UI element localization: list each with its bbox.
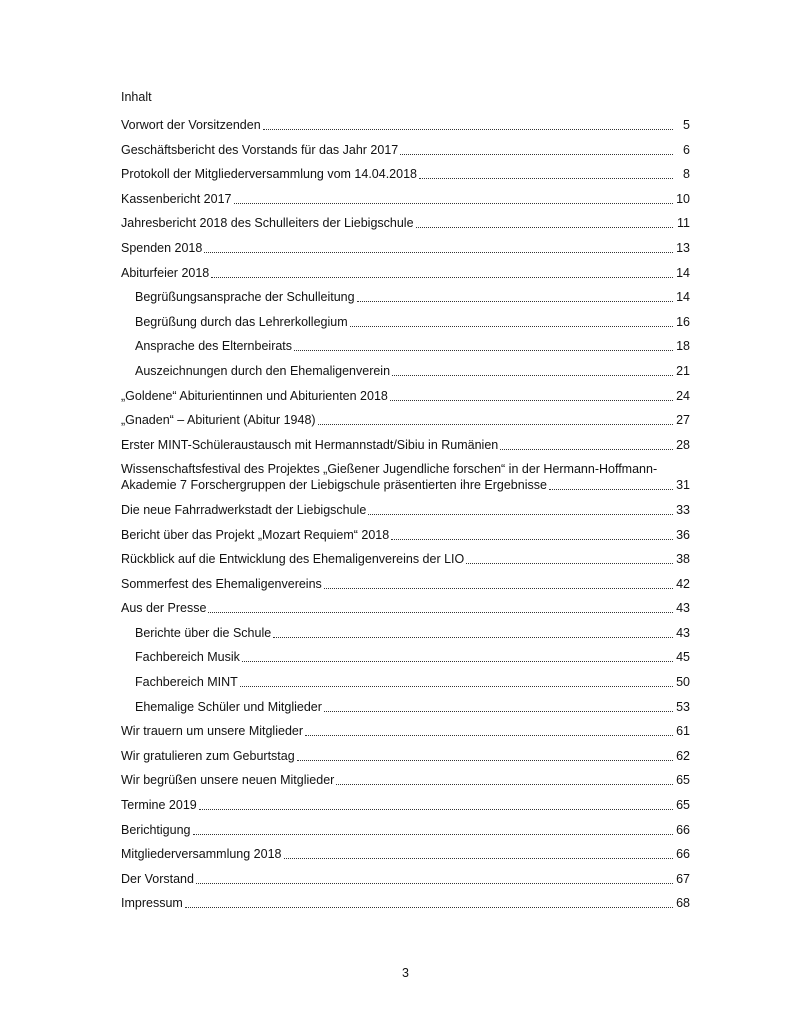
toc-entry[interactable] xyxy=(121,388,690,404)
toc-entry-label: Jahresbericht 2018 des Schulleiters der Liebigschule xyxy=(121,216,414,231)
toc-entry[interactable] xyxy=(121,748,690,764)
toc-entry-page: 11 xyxy=(677,216,690,231)
toc-subentry[interactable] xyxy=(121,289,690,305)
toc-entry[interactable] xyxy=(121,600,690,616)
leader-dots xyxy=(204,252,673,253)
toc-entry-label: Geschäftsbericht des Vorstands für das Jahr 2017 xyxy=(121,142,399,157)
toc-entry-label: Protokoll der Mitgliederversammlung vom 14.04.2018 xyxy=(121,167,417,182)
toc-entry-page: 65 xyxy=(676,798,690,813)
toc-subentry[interactable] xyxy=(121,699,690,715)
toc-entry-page: 13 xyxy=(676,240,690,255)
toc-entry-label: Erster MINT-Schüleraustausch mit Hermannstadt/Sibiu in Rumänien xyxy=(121,437,499,452)
leader-dots xyxy=(273,637,673,638)
toc-entry-page: 61 xyxy=(676,724,690,739)
leader-dots xyxy=(391,539,673,540)
toc-entry-label: Wir begrüßen unsere neuen Mitglieder xyxy=(121,773,335,788)
leader-dots xyxy=(392,375,673,376)
toc-entry[interactable] xyxy=(121,166,690,182)
toc-subentry[interactable] xyxy=(121,625,690,641)
leader-dots xyxy=(199,809,673,810)
toc-entry[interactable] xyxy=(121,142,690,158)
toc-entry-label: Abiturfeier 2018 xyxy=(121,265,210,280)
toc-entry-label: Wir trauern um unsere Mitglieder xyxy=(121,724,304,739)
toc-entry-page: 42 xyxy=(676,576,690,591)
toc-subentry[interactable] xyxy=(121,674,690,690)
toc-entry[interactable] xyxy=(121,772,690,788)
toc-entry-page: 50 xyxy=(676,675,690,690)
toc-entry-label: Vorwort der Vorsitzenden xyxy=(121,118,261,132)
toc-entry-page: 43 xyxy=(676,625,690,640)
leader-dots xyxy=(318,424,673,425)
toc-entry-label: Die neue Fahrradwerkstadt der Liebigschule xyxy=(121,502,367,517)
toc-entry-label: Ehemalige Schüler und Mitglieder xyxy=(135,699,322,714)
leader-dots xyxy=(368,514,673,515)
toc-entry-label: Ansprache des Elternbeirats xyxy=(135,339,293,354)
toc-subentry[interactable] xyxy=(121,649,690,665)
toc-entry[interactable] xyxy=(121,551,690,567)
toc-entry-page: 31 xyxy=(676,478,690,493)
toc-entry[interactable] xyxy=(121,240,690,256)
toc-entry-label: Rückblick auf die Entwicklung des Ehemaligenvereins der LIO xyxy=(121,552,465,567)
toc-entry-page: 24 xyxy=(676,388,690,403)
leader-dots xyxy=(242,661,673,662)
toc-entry[interactable] xyxy=(121,797,690,813)
page-number: 3 xyxy=(402,966,409,980)
leader-dots xyxy=(234,203,674,204)
toc-entry-page: 27 xyxy=(676,413,690,428)
toc-entry-label: Auszeichnungen durch den Ehemaligenverein xyxy=(135,363,391,378)
toc-entry-label: Fachbereich Musik xyxy=(135,650,240,665)
toc-entry[interactable] xyxy=(121,191,690,207)
toc-entry-page: 6 xyxy=(683,142,690,157)
toc-heading: Inhalt xyxy=(121,90,152,104)
toc-entry-page: 62 xyxy=(676,748,690,763)
leader-dots xyxy=(357,301,673,302)
toc-entry[interactable] xyxy=(121,117,690,133)
toc-entry-page: 28 xyxy=(676,437,690,452)
toc-entry-page: 36 xyxy=(676,527,690,542)
toc-entry-page: 53 xyxy=(676,699,690,714)
toc-entry-label: Spenden 2018 xyxy=(121,240,203,255)
leader-dots xyxy=(350,326,673,327)
leader-dots xyxy=(324,711,673,712)
leader-dots xyxy=(500,449,673,450)
toc-entry-page: 5 xyxy=(683,118,690,132)
toc-entry[interactable] xyxy=(121,461,690,493)
leader-dots xyxy=(284,858,674,859)
toc-entry-label: Wir gratulieren zum Geburtstag xyxy=(121,748,295,763)
leader-dots xyxy=(390,400,673,401)
leader-dots xyxy=(419,178,673,179)
toc-entry[interactable] xyxy=(121,437,690,453)
leader-dots xyxy=(297,760,673,761)
leader-dots xyxy=(294,350,673,351)
toc-entry[interactable] xyxy=(121,723,690,739)
toc-entry[interactable] xyxy=(121,215,690,231)
leader-dots xyxy=(208,612,673,613)
toc-entry-label-line2: Akademie 7 Forschergruppen der Liebigschule präsentierten ihre Ergebnisse xyxy=(121,478,547,493)
toc-entry-label: Mitgliederversammlung 2018 xyxy=(121,847,282,862)
toc-entry[interactable] xyxy=(121,502,690,518)
leader-dots xyxy=(193,834,674,835)
leader-dots xyxy=(305,735,673,736)
toc-entry-page: 21 xyxy=(676,363,690,378)
toc-entry-label: Bericht über das Projekt „Mozart Requiem“ 2018 xyxy=(121,527,390,542)
toc-entry-label: Impressum xyxy=(121,896,183,911)
toc-entry-page: 10 xyxy=(676,191,690,206)
toc-entry-label: „Gnaden“ – Abiturient (Abitur 1948) xyxy=(121,413,316,428)
toc-entry[interactable] xyxy=(121,871,690,887)
toc-entry[interactable] xyxy=(121,527,690,543)
toc-entry-label: „Goldene“ Abiturientinnen und Abiturienten 2018 xyxy=(121,388,388,403)
toc-entry[interactable] xyxy=(121,265,690,281)
toc-entry-label: Begrüßung durch das Lehrerkollegium xyxy=(135,314,348,329)
toc-entry-page: 45 xyxy=(676,650,690,665)
toc-entry-label: Berichte über die Schule xyxy=(135,625,272,640)
toc-entry-label-line1: Wissenschaftsfestival des Projektes „Gießener Jugendliche forschen“ in der Hermann-Hoffmann- xyxy=(121,462,658,477)
toc-entry-page: 65 xyxy=(676,773,690,788)
toc-entry-page: 43 xyxy=(676,601,690,616)
toc-entry-page: 66 xyxy=(676,847,690,862)
toc-entry-page: 67 xyxy=(676,871,690,886)
toc-entry-page: 66 xyxy=(676,822,690,837)
toc-entry-page: 33 xyxy=(676,502,690,517)
toc-entry[interactable] xyxy=(121,412,690,428)
toc-subentry[interactable] xyxy=(121,314,690,330)
toc-entry-page: 18 xyxy=(676,339,690,354)
leader-dots xyxy=(263,129,673,130)
leader-dots xyxy=(549,489,673,490)
toc-entry-page: 14 xyxy=(676,290,690,305)
leader-dots xyxy=(416,227,673,228)
toc-entry[interactable] xyxy=(121,846,690,862)
toc-entry-label: Kassenbericht 2017 xyxy=(121,191,232,206)
toc-entry-page: 68 xyxy=(676,896,690,911)
toc-entry-page: 8 xyxy=(683,167,690,182)
toc-entry[interactable] xyxy=(121,822,690,838)
toc-entry[interactable] xyxy=(121,576,690,592)
leader-dots xyxy=(185,907,673,908)
toc-entry-label: Termine 2019 xyxy=(121,798,197,813)
toc-subentry[interactable] xyxy=(121,338,690,354)
toc-entry-label: Begrüßungsansprache der Schulleitung xyxy=(135,290,355,305)
toc-entry-label: Sommerfest des Ehemaligenvereins xyxy=(121,576,322,591)
toc-entry-label: Fachbereich MINT xyxy=(135,675,238,690)
leader-dots xyxy=(211,277,673,278)
toc-entry-page: 16 xyxy=(676,314,690,329)
toc-entry-label: Der Vorstand xyxy=(121,871,194,886)
leader-dots xyxy=(336,784,673,785)
leader-dots xyxy=(400,154,673,155)
toc-subentry[interactable] xyxy=(121,363,690,379)
toc-entry-label: Aus der Presse xyxy=(121,601,207,616)
leader-dots xyxy=(240,686,673,687)
leader-dots xyxy=(324,588,673,589)
table-of-contents xyxy=(121,117,690,920)
toc-entry-page: 38 xyxy=(676,552,690,567)
leader-dots xyxy=(466,563,673,564)
leader-dots xyxy=(196,883,673,884)
toc-entry[interactable] xyxy=(121,895,690,911)
toc-entry-page: 14 xyxy=(676,265,690,280)
toc-entry-label: Berichtigung xyxy=(121,822,191,837)
